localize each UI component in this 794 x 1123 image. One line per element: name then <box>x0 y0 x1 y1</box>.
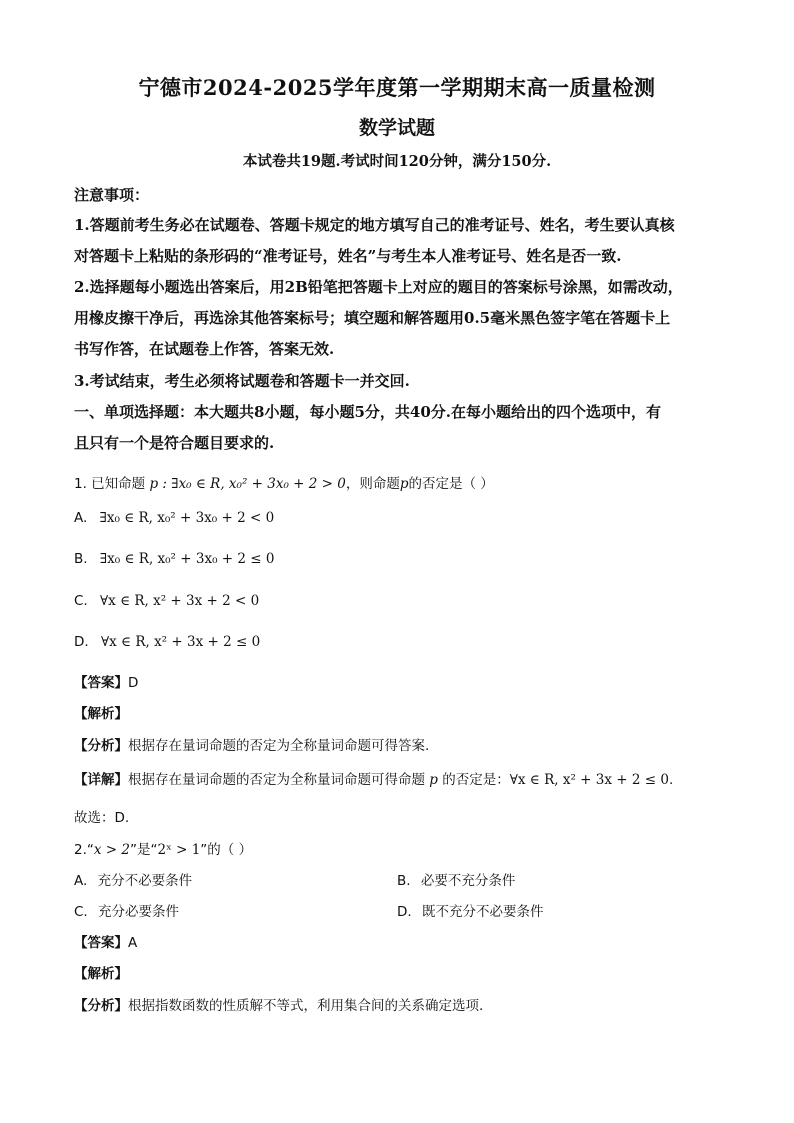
q2-cond2: 2ˣ > 1 <box>157 842 201 858</box>
choose-line: 故选：D. <box>74 810 130 826</box>
answer-line <box>74 931 137 951</box>
q1-proposition: p : ∃x₀ ∈ R, x₀² + 3x₀ + 2 > 0 <box>149 476 346 492</box>
option-text: 必要不充分条件 <box>420 873 516 889</box>
detail-math: ∀x ∈ R, x² + 3x + 2 ≤ 0 <box>509 772 669 788</box>
answer-line <box>74 671 138 691</box>
note-line: 1.答题前考生务必在试题卷、答题卡规定的地方填写自己的准考证号、姓名，考生要认真核 <box>74 216 675 234</box>
q2-cond1: x > 2 <box>93 842 130 858</box>
detail-line: 【详解】根据存在量词命题的否定为全称量词命题可得命题 p 的否定是：∀x ∈ R, x² + 3x + 2 ≤ 0. <box>74 772 674 788</box>
answer-value: D <box>128 675 139 691</box>
fenxi-tag: 【分析】 <box>74 738 128 754</box>
section-heading: 一、单项选择题：本大题共8小题，每小题5分，共40分.在每小题给出的四个选项中，有 <box>74 403 661 421</box>
fenxi-text: 根据指数函数的性质解不等式，利用集合间的关系确定选项. <box>128 998 484 1014</box>
option-label: D. <box>397 904 412 920</box>
option-label: A. <box>74 873 88 889</box>
q1-p: p <box>399 476 409 492</box>
option-label: B. <box>397 873 411 889</box>
page-title: 宁德市2024-2025学年度第一学期期末高一质量检测 <box>138 75 656 100</box>
option-label: B. <box>74 551 88 567</box>
note-line: 用橡皮擦干净后，再选涂其他答案标号；填空题和解答题用0.5毫米黑色签字笔在答题卡上 <box>74 309 671 327</box>
option-label: A. <box>74 510 88 526</box>
analysis-tag: 【解析】 <box>74 706 128 722</box>
option-b <box>74 551 274 567</box>
option-text: 既不充分不必要条件 <box>421 904 544 920</box>
fenxi-line <box>74 994 483 1014</box>
fenxi-text: 根据存在量词命题的否定为全称量词命题可得答案. <box>128 738 430 754</box>
answer-tag: 【答案】 <box>74 935 128 951</box>
option-text: ∀x ∈ R, x² + 3x + 2 ≤ 0 <box>100 634 261 650</box>
q1-suffix: ，则命题 <box>345 476 400 492</box>
note-line: 2.选择题每小题选出答案后，用2B铅笔把答题卡上对应的题目的答案标号涂黑，如需改动， <box>74 278 683 296</box>
option-label: C. <box>74 593 88 609</box>
notes-heading: 注意事项： <box>74 186 150 204</box>
option-a <box>74 869 192 889</box>
option-a <box>74 510 274 526</box>
question-1 <box>74 472 494 492</box>
option-d <box>397 900 543 920</box>
option-b <box>397 869 515 889</box>
section-heading: 且只有一个是符合题目要求的. <box>74 434 275 452</box>
page-subtitle: 数学试题 <box>358 117 435 139</box>
note-line: 对答题卡上粘贴的条形码的“准考证号，姓名”与考生本人准考证号、姓名是否一致. <box>74 247 622 265</box>
option-c <box>74 593 259 609</box>
option-text: ∃x₀ ∈ R, x₀² + 3x₀ + 2 < 0 <box>99 510 275 526</box>
option-text: 充分必要条件 <box>98 904 180 920</box>
option-d <box>74 634 260 650</box>
option-c <box>74 900 179 920</box>
option-label: D. <box>74 634 89 650</box>
q1-suffix2: 的否定是（ ） <box>408 476 494 492</box>
option-label: C. <box>74 904 88 920</box>
question-2: 2.“x > 2”是“2ˣ > 1”的（ ） <box>74 842 253 858</box>
option-text: 充分不必要条件 <box>97 873 193 889</box>
q1-prefix: 1. 已知命题 <box>74 476 146 492</box>
analysis-tag: 【解析】 <box>74 966 128 982</box>
exam-info: 本试卷共19题.考试时间120分钟，满分150分. <box>242 153 552 170</box>
fenxi-tag: 【分析】 <box>74 998 128 1014</box>
option-text: ∃x₀ ∈ R, x₀² + 3x₀ + 2 ≤ 0 <box>99 551 275 567</box>
answer-tag: 【答案】 <box>74 675 128 691</box>
fenxi-line <box>74 734 429 754</box>
note-line: 3.考试结束，考生必须将试题卷和答题卡一并交回. <box>74 372 410 390</box>
answer-value: A <box>128 935 138 951</box>
option-text: ∀x ∈ R, x² + 3x + 2 < 0 <box>100 593 260 609</box>
detail-tag: 【详解】 <box>74 772 128 788</box>
note-line: 书写作答，在试题卷上作答，答案无效. <box>74 340 335 358</box>
